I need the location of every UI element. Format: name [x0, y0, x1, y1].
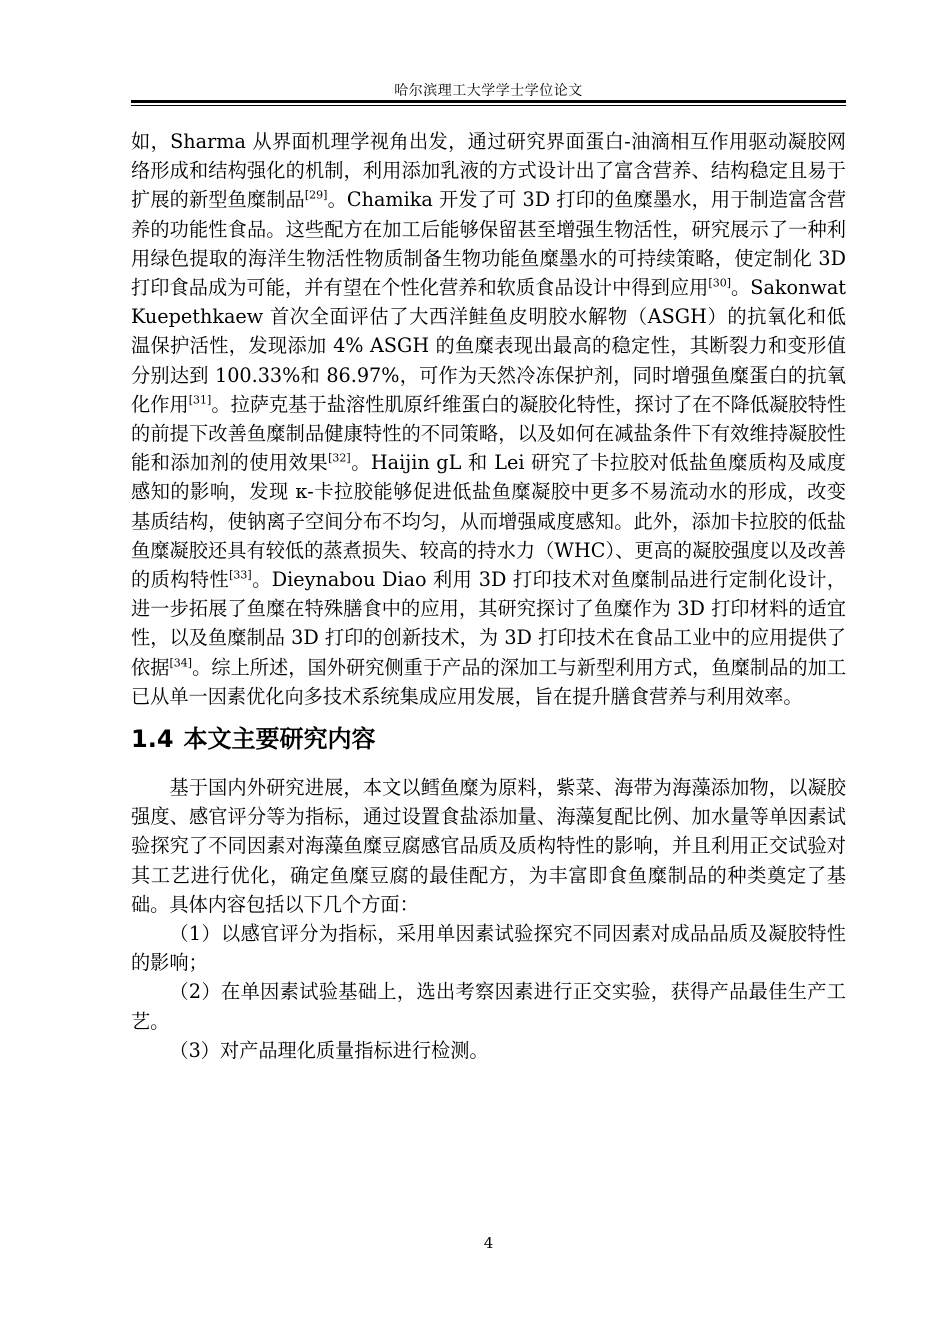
list-item-2: （2）在单因素试验基础上，选出考察因素进行正交实验，获得产品最佳生产工艺。 [131, 980, 846, 1033]
spacer [131, 759, 846, 773]
list-item-1: （1）以感官评分为指标，采用单因素试验探究不同因素对成品品质及凝胶特性的影响； [131, 922, 846, 975]
section-heading [131, 719, 846, 759]
citation-34: [34] [169, 656, 193, 670]
text-segment: 。综上所述，国外研究侧重于产品的深加工与新型利用方式，鱼糜制品的加工已从单一因素优化向多技术系统集成应用发展，旨在提升膳食营养与利用效率。 [131, 655, 847, 708]
citation-32: [32] [328, 451, 351, 465]
text-segment: 如，Sharma 从界面机理学视角出发，通过研究界面蛋白-油滴相互作用驱动凝胶网络形成和结构强化的机制，利用添加乳液的方式设计出了富含营养、结构稳定且易于扩展的新型鱼糜制品 [131, 130, 846, 212]
text-segment: 。Dieynabou Diao 利用 3D 打印技术对鱼糜制品进行定制化设计，进一步拓展了鱼糜在特殊膳食中的应用，其研究探讨了鱼糜作为 3D 打印材料的适宜性，以及鱼糜制品 3D 打印的创新技术，为 3D 打印技术在食品工业中的应用提供了依据 [131, 568, 847, 679]
text-segment: 。Sakonwat Kuepethkaew 首次全面评估了大西洋鲑鱼皮明胶水解物（ASGH）的抗氧化和低温保护活性，发现添加 4% ASGH 的鱼糜表现出最高的稳定性，其断裂力和变形值分别达到 100.33%和 86.97%，可作为天然冷冻保护剂，同时增强鱼糜蛋白的抗氧化作用 [131, 276, 846, 416]
text-segment: 。拉萨克基于盐溶性肌原纤维蛋白的凝胶化特性，探讨了在不降低凝胶特性的前提下改善鱼糜制品健康特性的不同策略，以及如何在减盐条件下有效维持凝胶性能和添加剂的使用效果 [131, 392, 847, 475]
running-header: 哈尔滨理工大学学士学位论文 [394, 83, 583, 99]
citation-30: [30] [708, 276, 731, 290]
section-paragraph: 基于国内外研究进展，本文以鳕鱼糜为原料，紫菜、海带为海藻添加物，以凝胶强度、感官评分等为指标，通过设置食盐添加量、海藻复配比例、加水量等单因素试验探究了不同因素对海藻鱼糜豆腐感官品质及质构特性的影响，并且利用正交试验对其工艺进行优化，确定鱼糜豆腐的最佳配方，为丰富即食鱼糜制品的种类奠定了基础。具体内容包括以下几个方面： [131, 776, 846, 916]
citation-29: [29] [304, 189, 328, 203]
text-segment: 。Haijin gL 和 Lei 研究了卡拉胶对低盐鱼糜质构及咸度感知的影响，发现 κ-卡拉胶能够促进低盐鱼糜凝胶中更多不易流动水的形成，改变基质结构，使钠离子空间分布不均匀，从而增强咸度感知。此外，添加卡拉胶的低盐鱼糜凝胶还具有较低的蒸煮损失、较高的持水力（WHC）、更高的凝胶强度以及改善的质构特性 [131, 451, 846, 592]
citation-33: [33] [229, 568, 252, 582]
page-number: 4 [483, 1234, 494, 1252]
header-rule-thin [131, 105, 846, 106]
body-content [131, 127, 846, 1065]
intro-paragraph [131, 127, 846, 711]
section-number: 1.4 [131, 725, 174, 754]
text-segment: 。Chamika 开发了可 3D 打印的鱼糜墨水，用于制造富含营养的功能性食品。这些配方在加工后能够保留甚至增强生物活性，研究展示了一种利用绿色提取的海洋生物活性物质制备生物功能鱼糜墨水的可持续策略，使定制化 3D 打印食品成为可能，并有望在个性化营养和软质食品设计中得到应用 [131, 188, 847, 300]
section-title-text: 本文主要研究内容 [183, 725, 376, 754]
citation-31: [31] [188, 393, 212, 407]
list-item-3: （3）对产品理化质量指标进行检测。 [169, 1038, 489, 1062]
header-rule-thick [131, 100, 846, 103]
